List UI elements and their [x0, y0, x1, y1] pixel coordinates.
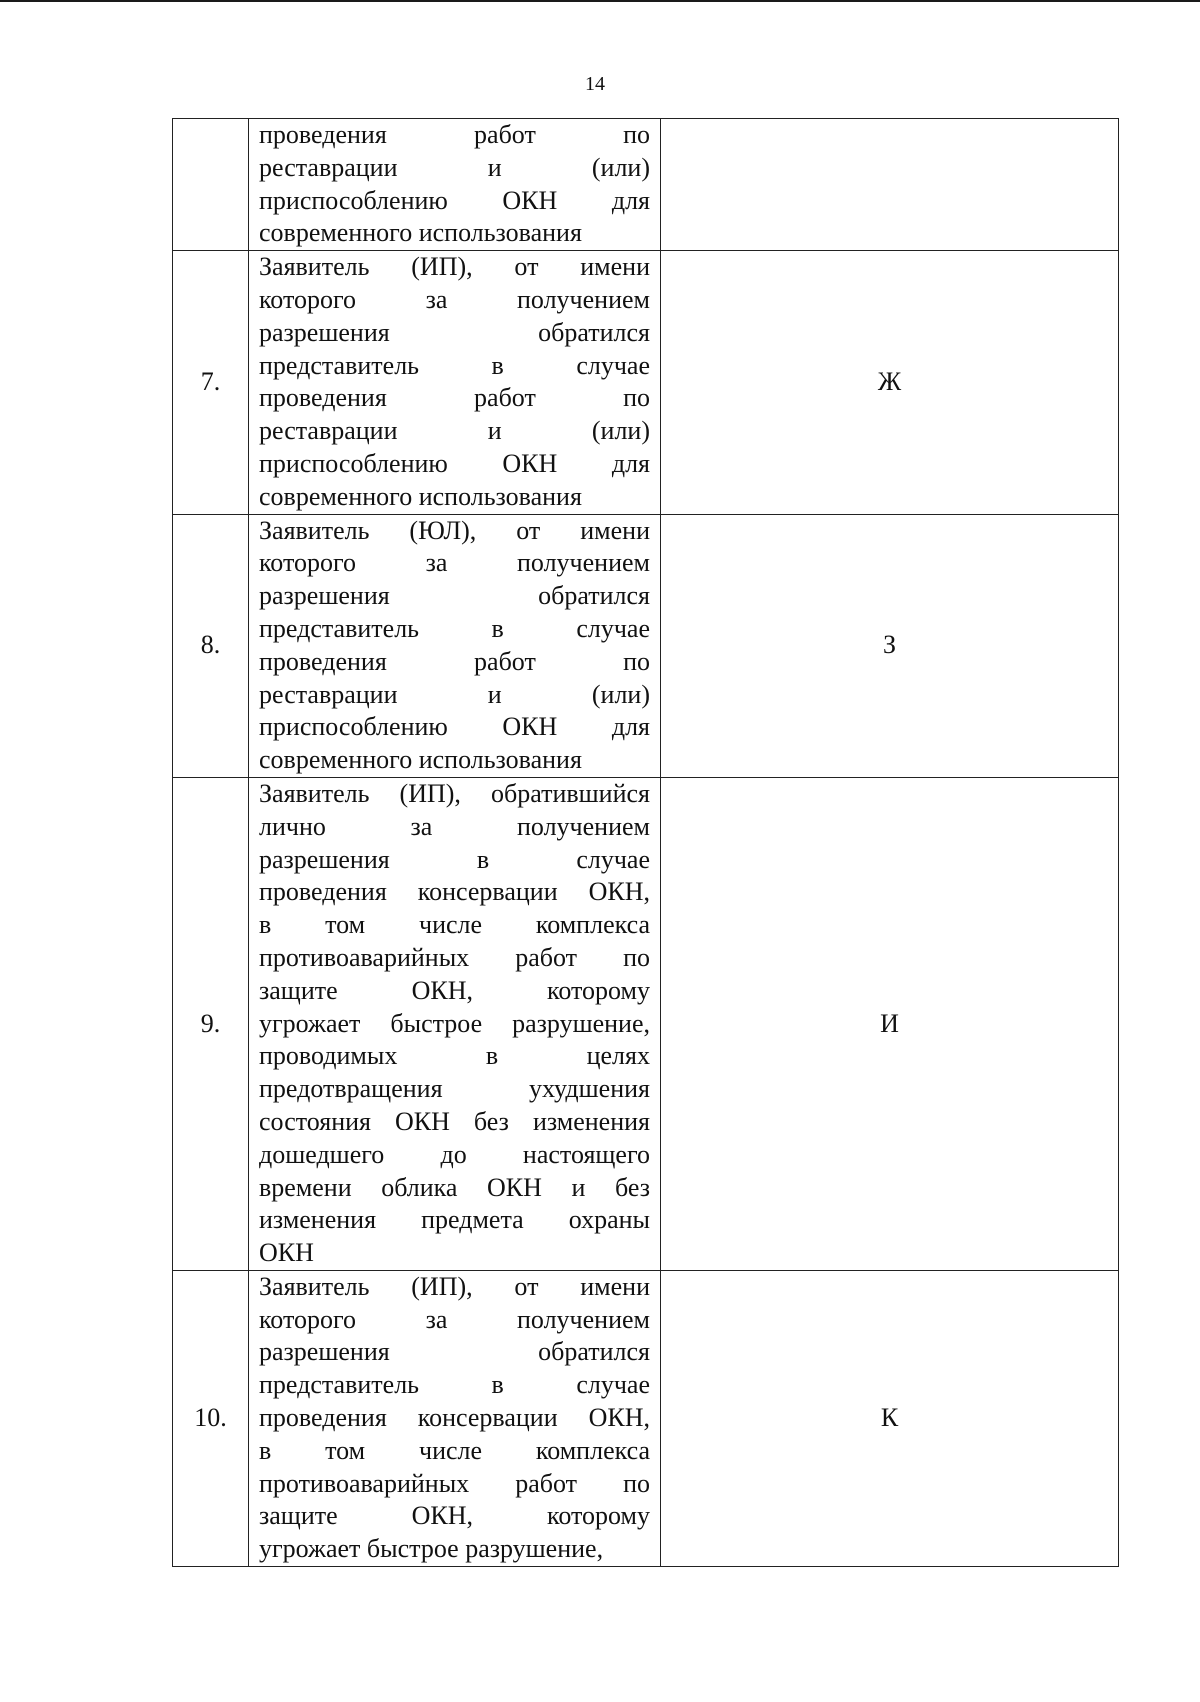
table-row [173, 1270, 1119, 1566]
description-line: современного использования [259, 745, 582, 775]
description-line: которого за получением [259, 1304, 650, 1334]
description-line: современного использования [259, 481, 582, 511]
description-line: защите ОКН, которому [259, 1501, 650, 1531]
description-line: реставрации и (или) [259, 679, 650, 709]
description-line: современного использования [259, 218, 582, 248]
description-line: представитель в случае [259, 613, 650, 643]
result-code [661, 119, 1119, 251]
row-number: 7. [173, 251, 249, 514]
description-line: противоаварийных работ по [259, 1468, 650, 1498]
description-line: изменения предмета охраны [259, 1205, 650, 1235]
description-line: дошедшего до настоящего [259, 1139, 650, 1169]
row-number: 8. [173, 514, 249, 777]
description-line: в том числе комплекса [259, 910, 650, 940]
description-line: разрешения обратился [259, 581, 650, 611]
applicant-description [249, 1270, 661, 1566]
description-line: времени облика ОКН и без [259, 1172, 650, 1202]
result-code: З [661, 514, 1119, 777]
table-row [173, 251, 1119, 514]
description-line: в том числе комплекса [259, 1435, 650, 1465]
description-line: Заявитель (ИП), обратившийся [259, 778, 650, 808]
applicant-code-table [172, 118, 1119, 1567]
description-line: проводимых в целях [259, 1041, 650, 1071]
description-line: которого за получением [259, 548, 650, 578]
description-line: разрешения обратился [259, 317, 650, 347]
description-line: проведения работ по [259, 646, 650, 676]
description-line: лично за получением [259, 811, 650, 841]
description-line: приспособлению ОКН для [259, 185, 650, 215]
description-line: представитель в случае [259, 350, 650, 380]
description-line: разрешения в случае [259, 844, 650, 874]
description-line: приспособлению ОКН для [259, 448, 650, 478]
description-line: противоаварийных работ по [259, 942, 650, 972]
description-line: Заявитель (ИП), от имени [259, 252, 650, 282]
row-number [173, 119, 249, 251]
description-line: ОКН [259, 1238, 314, 1268]
result-code: К [661, 1270, 1119, 1566]
applicant-description [249, 514, 661, 777]
description-line: проведения консервации ОКН, [259, 877, 650, 907]
description-line: проведения работ по [259, 120, 650, 149]
table-body [173, 119, 1119, 1567]
table-row [173, 777, 1119, 1270]
description-line: состояния ОКН без изменения [259, 1106, 650, 1136]
result-code: Ж [661, 251, 1119, 514]
description-line: Заявитель (ЮЛ), от имени [259, 515, 650, 545]
page-number: 14 [585, 73, 605, 95]
table-row [173, 514, 1119, 777]
description-line: угрожает быстрое разрушение, [259, 1008, 650, 1038]
result-code: И [661, 777, 1119, 1270]
description-line: предотвращения ухудшения [259, 1074, 650, 1104]
description-line: разрешения обратился [259, 1337, 650, 1367]
applicant-description [249, 119, 661, 251]
description-line: проведения консервации ОКН, [259, 1403, 650, 1433]
description-line: приспособлению ОКН для [259, 712, 650, 742]
row-number: 9. [173, 777, 249, 1270]
page-top-border [0, 0, 1200, 2]
description-line: проведения работ по [259, 383, 650, 413]
description-line: представитель в случае [259, 1370, 650, 1400]
description-line: угрожает быстрое разрушение, [259, 1534, 604, 1564]
description-line: которого за получением [259, 284, 650, 314]
applicant-description [249, 251, 661, 514]
description-line: Заявитель (ИП), от имени [259, 1271, 650, 1301]
applicant-description [249, 777, 661, 1270]
description-line: защите ОКН, которому [259, 975, 650, 1005]
description-line: реставрации и (или) [259, 416, 650, 446]
description-line: реставрации и (или) [259, 152, 650, 182]
table-row [173, 119, 1119, 251]
row-number: 10. [173, 1270, 249, 1566]
